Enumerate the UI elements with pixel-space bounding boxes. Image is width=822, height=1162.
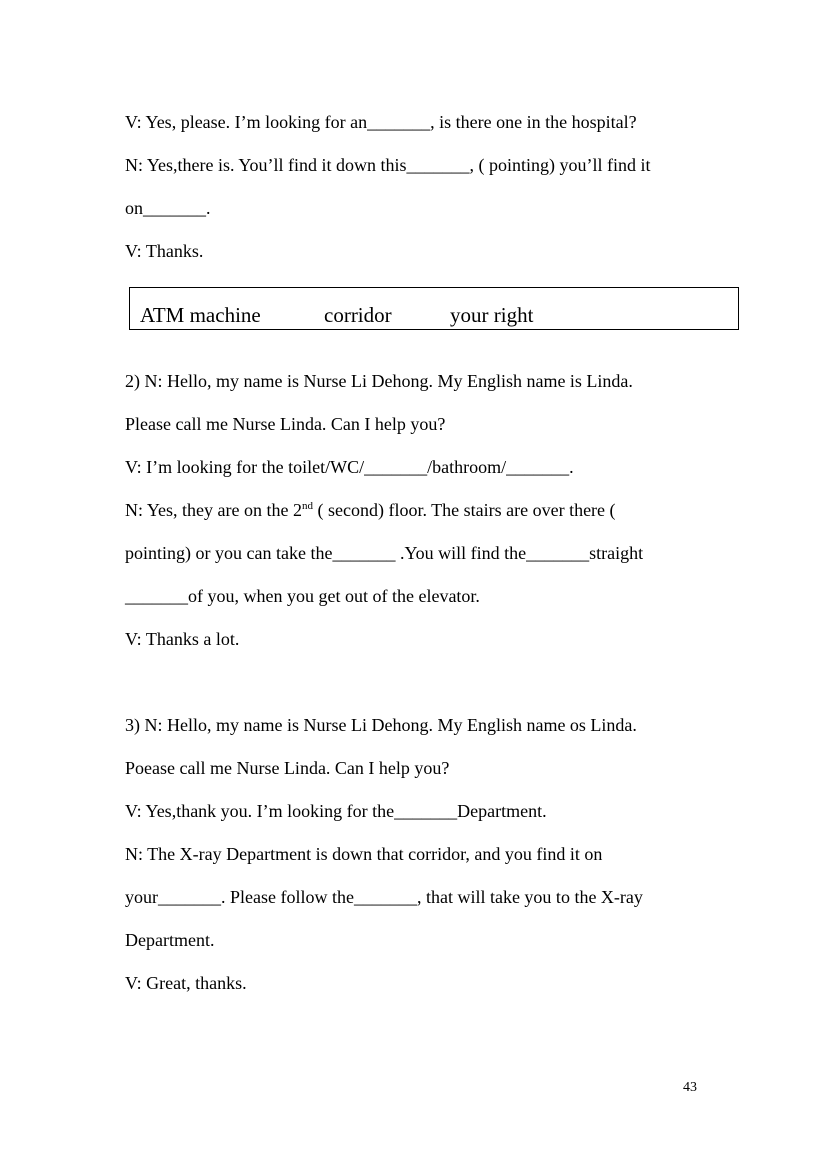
word-box: [129, 287, 739, 330]
dialogue-line: V: I’m looking for the toilet/WC/_______/bathroom/_______.: [125, 457, 574, 477]
dialogue-line: 2) N: Hello, my name is Nurse Li Dehong. My English name is Linda.: [125, 371, 633, 391]
word-box-item: your right: [450, 303, 534, 327]
dialogue-line: 3) N: Hello, my name is Nurse Li Dehong. My English name os Linda.: [125, 715, 637, 735]
ordinal-suffix: nd: [301, 500, 313, 512]
page-number: 43: [683, 1080, 697, 1095]
dialogue-line: V: Thanks a lot.: [125, 629, 240, 649]
word-box-item: corridor: [324, 303, 392, 327]
dialogue-line: N: The X-ray Department is down that corridor, and you find it on: [125, 844, 603, 864]
dialogue-line: _______of you, when you get out of the elevator.: [125, 586, 480, 606]
dialogue-line: pointing) or you can take the_______ .You will find the_______straight: [125, 543, 644, 563]
dialogue-line: V: Great, thanks.: [125, 973, 247, 993]
dialogue-line: on_______.: [125, 198, 211, 218]
word-box-item: ATM machine: [140, 303, 261, 327]
dialogue-text: N: Yes, they are on the 2: [125, 500, 302, 520]
dialogue-line: [125, 499, 616, 521]
dialogue-line: your_______. Please follow the_______, that will take you to the X-ray: [125, 887, 643, 907]
dialogue-text: ( second) floor. The stairs are over there (: [312, 500, 616, 520]
dialogue-line: N: Yes,there is. You’ll find it down this_______, ( pointing) you’ll find it: [125, 155, 651, 175]
dialogue-line: Please call me Nurse Linda. Can I help you?: [125, 414, 446, 434]
dialogue-line: Poease call me Nurse Linda. Can I help you?: [125, 758, 450, 778]
dialogue-line: V: Thanks.: [125, 241, 204, 261]
dialogue-line: Department.: [125, 930, 215, 950]
dialogue-line: V: Yes, please. I’m looking for an_______, is there one in the hospital?: [125, 112, 637, 132]
dialogue-line: V: Yes,thank you. I’m looking for the_______Department.: [125, 801, 547, 821]
